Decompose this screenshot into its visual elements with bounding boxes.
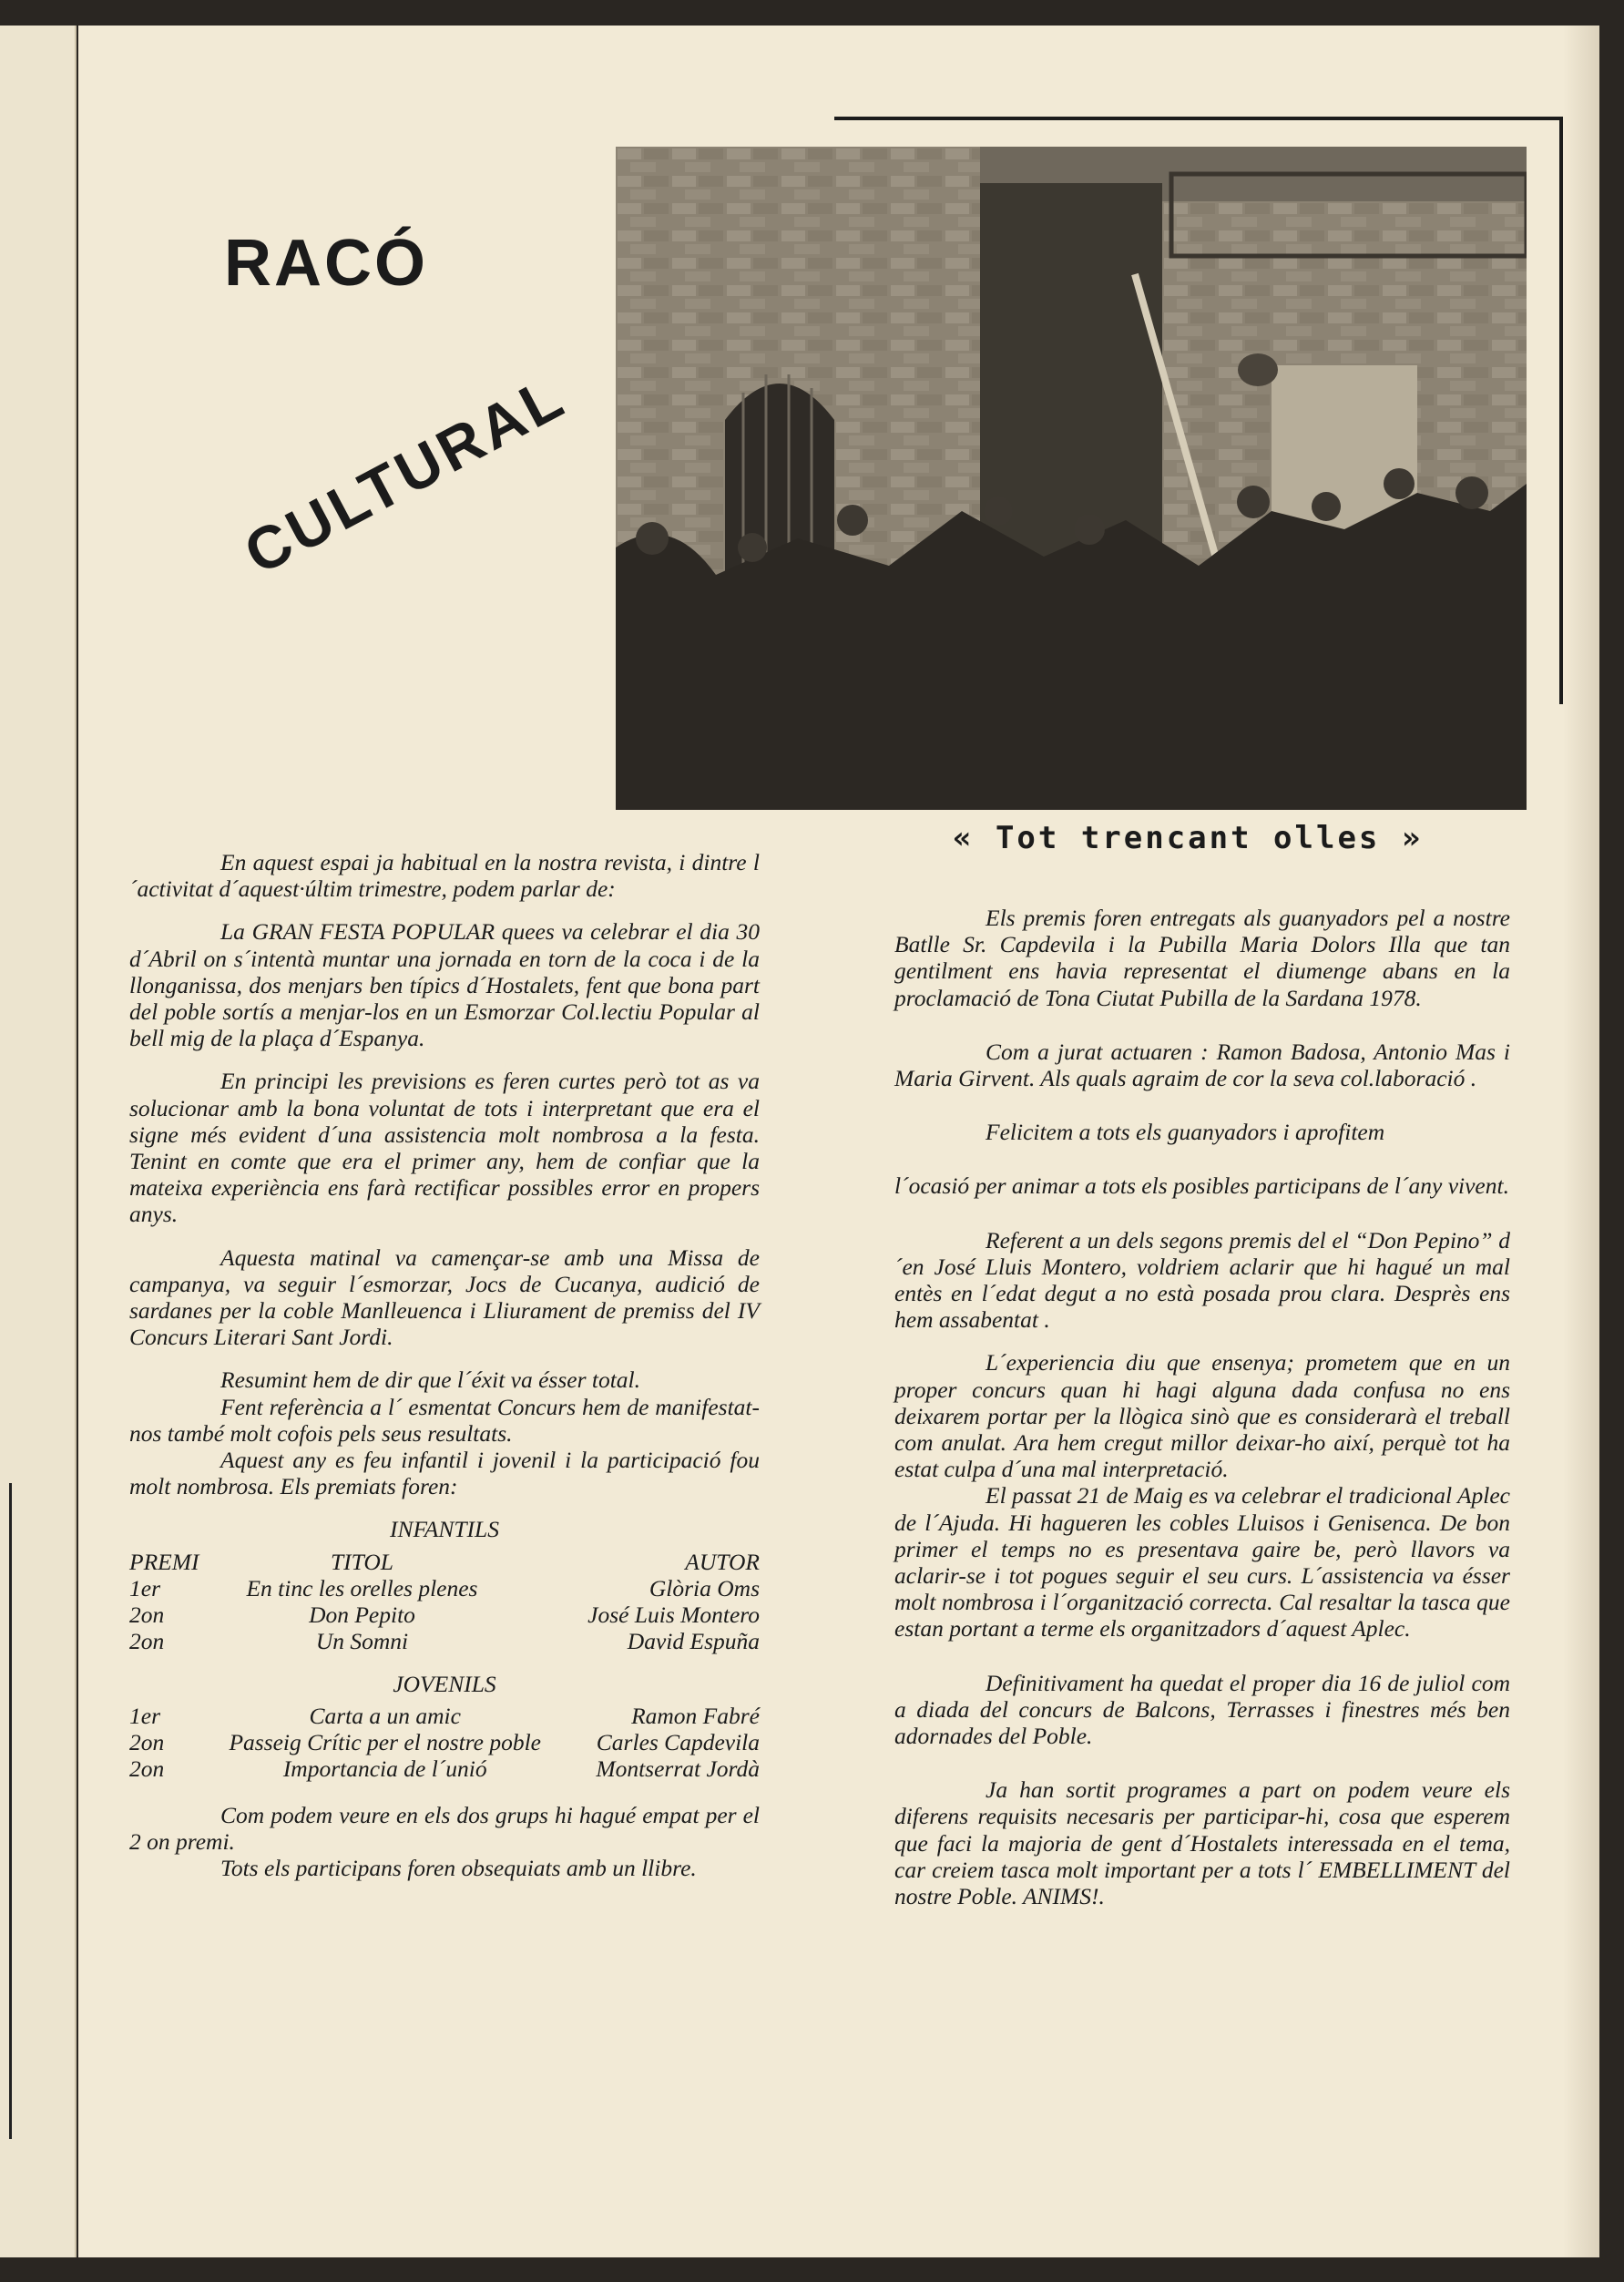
prize-rank: 1er bbox=[129, 1702, 160, 1729]
prize-author: Glòria Oms bbox=[649, 1574, 760, 1601]
col-header-premi: PREMI bbox=[129, 1548, 199, 1575]
obsequiats-paragraph: Tots els participans foren obsequiats amb un llibre. bbox=[220, 1855, 697, 1882]
concurs-paragraph: Fent referència a l´ esmentat Concurs hem de manifestat-nos també molt cofois pels seus resultats. bbox=[129, 1393, 760, 1447]
jurat-paragraph: Com a jurat actuaren : Ramon Badosa, Antonio Mas i Maria Girvent. Als quals agraim de cor la seva col.laboració . bbox=[894, 1038, 1510, 1092]
prize-title: Passeig Crític per el nostre poble bbox=[229, 1728, 541, 1755]
felicitem-paragraph: Felicitem a tots els guanyadors i aprofitem bbox=[986, 1119, 1385, 1146]
table-row bbox=[129, 1703, 760, 1729]
festa-popular-paragraph: La GRAN FESTA POPULAR quees va celebrar el dia 30 d´Abril on s´intentà muntar una jornada en torn de la coca i de la llonganissa, dos menjars ben típics d´Hostalets, fent que bona part del poble sortís a menjar-los en un Esmorzar Col.lectiu Popular al bell mig de la plaça d´Espanya. bbox=[129, 918, 760, 1052]
prize-title: En tinc les orelles plenes bbox=[246, 1574, 478, 1601]
photo-frame-right-rule bbox=[1559, 117, 1563, 704]
balcons-paragraph: Definitivament ha quedat el proper dia 16 de juliol com a diada del concurs de Balcons, Terrasses i finestres més ben adornades del Poble. bbox=[894, 1669, 1510, 1750]
magazine-page bbox=[78, 26, 1599, 2257]
photo-hanging-pot bbox=[1238, 353, 1278, 386]
table-row bbox=[129, 1601, 760, 1628]
resumint-paragraph: Resumint hem de dir que l´éxit va ésser total. bbox=[220, 1366, 641, 1394]
prize-author: Carles Capdevila bbox=[596, 1728, 760, 1755]
jovenils-table bbox=[129, 1703, 760, 1782]
programes-paragraph: Ja han sortit programes a part on podem veure els diferens requisits necesaris per participar-hi, cosa que esperem que faci la majoria de gent d´Hostalets interessada en el tema, car creiem tasca molt important per a tots l´ EMBELLIMENT del nostre Poble. ANIMS!. bbox=[894, 1776, 1510, 1910]
don-pepino-paragraph: Referent a un dels segons premis del el “Don Pepino” d´en José Lluis Montero, voldriem aclarir que hi hagué un mal entès en l´edat degut a no està posada prou clara. Desprès ens hem assabentat . bbox=[894, 1226, 1510, 1334]
prize-rank: 2on bbox=[129, 1728, 165, 1755]
infantils-table bbox=[129, 1549, 760, 1654]
aplec-paragraph: El passat 21 de Maig es va celebrar el tradicional Aplec de l´Ajuda. Hi hagueren les cobles Lluisos i Genisenca. De bon primer el temps no es presentava gaire be, però llavors va aclarir-se i tot pogues seguir el seu curs. L´assistencia va ésser molt nombrosa i l´organització correcta. Cal resaltar la tasca que estan portant a terme els organitzadors d´aquest Aplec. bbox=[894, 1482, 1511, 1642]
table-row bbox=[129, 1575, 760, 1601]
photo-pot-breaking bbox=[616, 147, 1527, 810]
jovenils-heading: JOVENILS bbox=[393, 1670, 496, 1697]
photo-frame-top-rule bbox=[834, 117, 1563, 120]
table-row bbox=[129, 1729, 760, 1755]
page-shadow bbox=[1563, 26, 1599, 2257]
previous-page-edge bbox=[0, 26, 77, 2257]
right-column bbox=[894, 905, 1510, 1926]
prize-title: Importancia de l´unió bbox=[282, 1755, 487, 1782]
intro-paragraph: En aquest espai ja habitual en la nostra revista, i dintre l´activitat d´aquest·últim trimestre, podem parlar de: bbox=[129, 849, 760, 903]
left-column bbox=[129, 849, 760, 1898]
prize-author: David Espuña bbox=[627, 1627, 760, 1654]
infantils-heading: INFANTILS bbox=[390, 1516, 499, 1543]
prize-author: Ramon Fabré bbox=[631, 1702, 760, 1729]
prize-author: José Luis Montero bbox=[587, 1601, 760, 1628]
empat-paragraph: Com podem veure en els dos grups hi hagué empat per el 2 on premi. bbox=[129, 1801, 760, 1856]
previous-page-rule bbox=[0, 1483, 12, 2139]
ocasio-paragraph: l´ocasió per animar a tots els posibles participans de l´any vivent. bbox=[894, 1172, 1509, 1200]
prize-rank: 2on bbox=[129, 1627, 165, 1654]
table-row bbox=[129, 1628, 760, 1654]
table-row bbox=[129, 1755, 760, 1782]
prize-rank: 2on bbox=[129, 1755, 165, 1782]
experiencia-paragraph: L´experiencia diu que ensenya; prometem que en un proper concurs quan hi hagi alguna dada confusa no ens deixarem portar per la llògica sinò que es considerarà el treball com anulat. Ara hem cregut millor deixar-ho així, perquè tot ha estat culpa d´una mal interpretació. bbox=[894, 1349, 1510, 1483]
prize-title: Don Pepito bbox=[309, 1601, 415, 1628]
prize-rank: 2on bbox=[129, 1601, 165, 1628]
previsions-paragraph: En principi les previsions es feren curtes però tot as va solucionar amb la bona voluntat de tots i interpretant que era el signe més evident d´una assistencia molt nombrosa a la festa. Tenint en comte que era el primer any, hem de confiar que la mateixa experiència ens farà rectificar possibles error en propers anys. bbox=[129, 1068, 760, 1228]
prize-title: Carta a un amic bbox=[309, 1702, 461, 1729]
col-header-autor: AUTOR bbox=[685, 1548, 760, 1575]
prize-title: Un Somni bbox=[315, 1627, 409, 1654]
matinal-paragraph: Aquesta matinal va camençar-se amb una Missa de campanya, va seguir l´esmorzar, Jocs de Cucanya, audició de sardanes per la coble Manlleuenca i Lliurament de premiss del IV Concurs Literari Sant Jordi. bbox=[129, 1243, 760, 1351]
prize-table-header bbox=[129, 1549, 760, 1575]
section-title-raco: RACÓ bbox=[224, 227, 428, 300]
prize-rank: 1er bbox=[129, 1574, 160, 1601]
col-header-titol: TITOL bbox=[330, 1548, 393, 1575]
photo-caption: « Tot trencant olles » bbox=[953, 820, 1424, 856]
participacio-paragraph: Aquest any es feu infantil i jovenil i la participació fou molt nombrosa. Els premiats foren: bbox=[129, 1447, 760, 1500]
premis-entregats-paragraph: Els premis foren entregats als guanyadors pel a nostre Batlle Sr. Capdevila i la Pubilla Maria Dolors Illa que tan gentilment ens havia representat el diumenge abans en la proclamació de Tona Ciutat Pubilla de la Sardana 1978. bbox=[894, 905, 1510, 1011]
prize-author: Montserrat Jordà bbox=[596, 1755, 760, 1782]
section-title-cultural: CULTURAL bbox=[233, 362, 577, 588]
